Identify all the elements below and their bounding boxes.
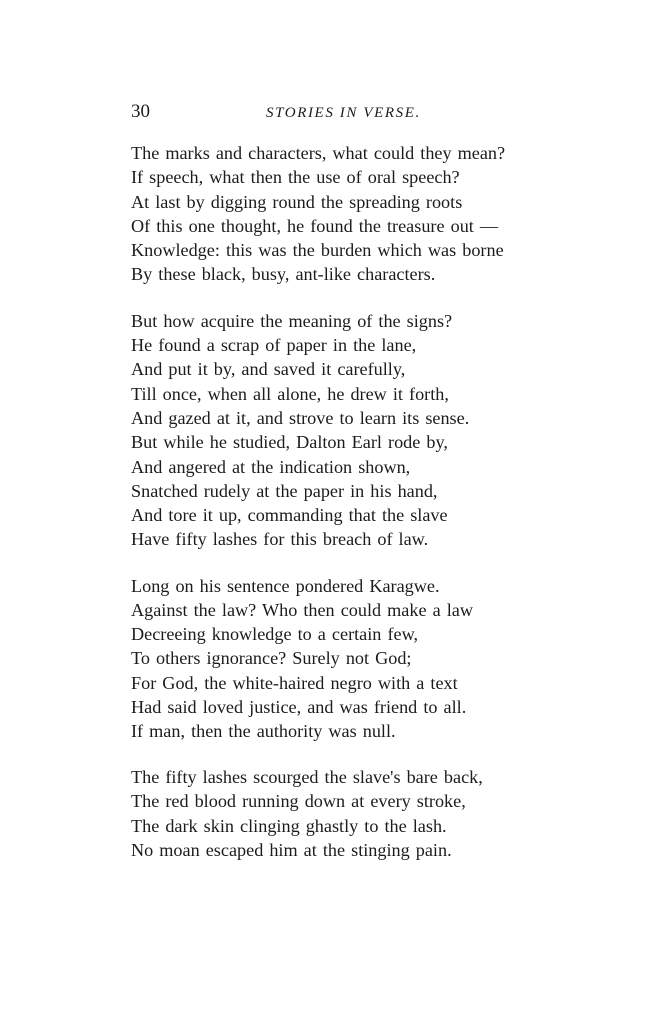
page-header bbox=[131, 98, 571, 126]
verse-line: By these black, busy, ant-like characters. bbox=[131, 264, 436, 285]
verse-line: The marks and characters, what could they mean? bbox=[131, 143, 506, 163]
stanza bbox=[131, 765, 591, 862]
verse-line: And angered at the indication shown, bbox=[131, 456, 411, 477]
verse-line: Of this one thought, he found the treasure out — bbox=[131, 215, 499, 236]
verse-line: The red blood running down at every stroke, bbox=[131, 791, 466, 812]
verse-line: Had said loved justice, and was friend to all. bbox=[131, 696, 467, 717]
verse-line: The fifty lashes scourged the slave's bare back, bbox=[131, 767, 483, 788]
stanza bbox=[131, 141, 591, 287]
verse-line: Have fifty lashes for this breach of law. bbox=[131, 529, 429, 550]
running-head: STORIES IN VERSE. bbox=[266, 105, 421, 121]
stanza bbox=[131, 309, 591, 552]
verse-line: For God, the white-haired negro with a text bbox=[131, 672, 458, 693]
verse-line: Knowledge: this was the burden which was borne bbox=[131, 240, 504, 261]
verse-line: And tore it up, commanding that the slave bbox=[131, 505, 448, 526]
poem-body bbox=[131, 141, 591, 884]
verse-line: Till once, when all alone, he drew it forth, bbox=[131, 383, 449, 404]
verse-line: If man, then the authority was null. bbox=[131, 720, 396, 741]
verse-line: If speech, what then the use of oral speech? bbox=[131, 167, 460, 188]
verse-line: But how acquire the meaning of the signs? bbox=[131, 310, 453, 331]
verse-line: To others ignorance? Surely not God; bbox=[131, 648, 412, 669]
page-number: 30 bbox=[131, 101, 150, 122]
verse-line: He found a scrap of paper in the lane, bbox=[131, 335, 417, 356]
verse-line: Snatched rudely at the paper in his hand, bbox=[131, 480, 438, 501]
verse-line: Against the law? Who then could make a law bbox=[131, 599, 473, 620]
verse-line: Decreeing knowledge to a certain few, bbox=[131, 624, 419, 645]
verse-line: And put it by, and saved it carefully, bbox=[131, 359, 406, 380]
verse-line: The dark skin clinging ghastly to the lash. bbox=[131, 815, 447, 836]
stanza bbox=[131, 574, 591, 743]
verse-line: Long on his sentence pondered Karagwe. bbox=[131, 575, 440, 596]
verse-line: And gazed at it, and strove to learn its sense. bbox=[131, 407, 470, 428]
verse-line: At last by digging round the spreading roots bbox=[131, 191, 463, 212]
verse-line: But while he studied, Dalton Earl rode by, bbox=[131, 432, 448, 453]
verse-line: No moan escaped him at the stinging pain. bbox=[131, 839, 452, 860]
